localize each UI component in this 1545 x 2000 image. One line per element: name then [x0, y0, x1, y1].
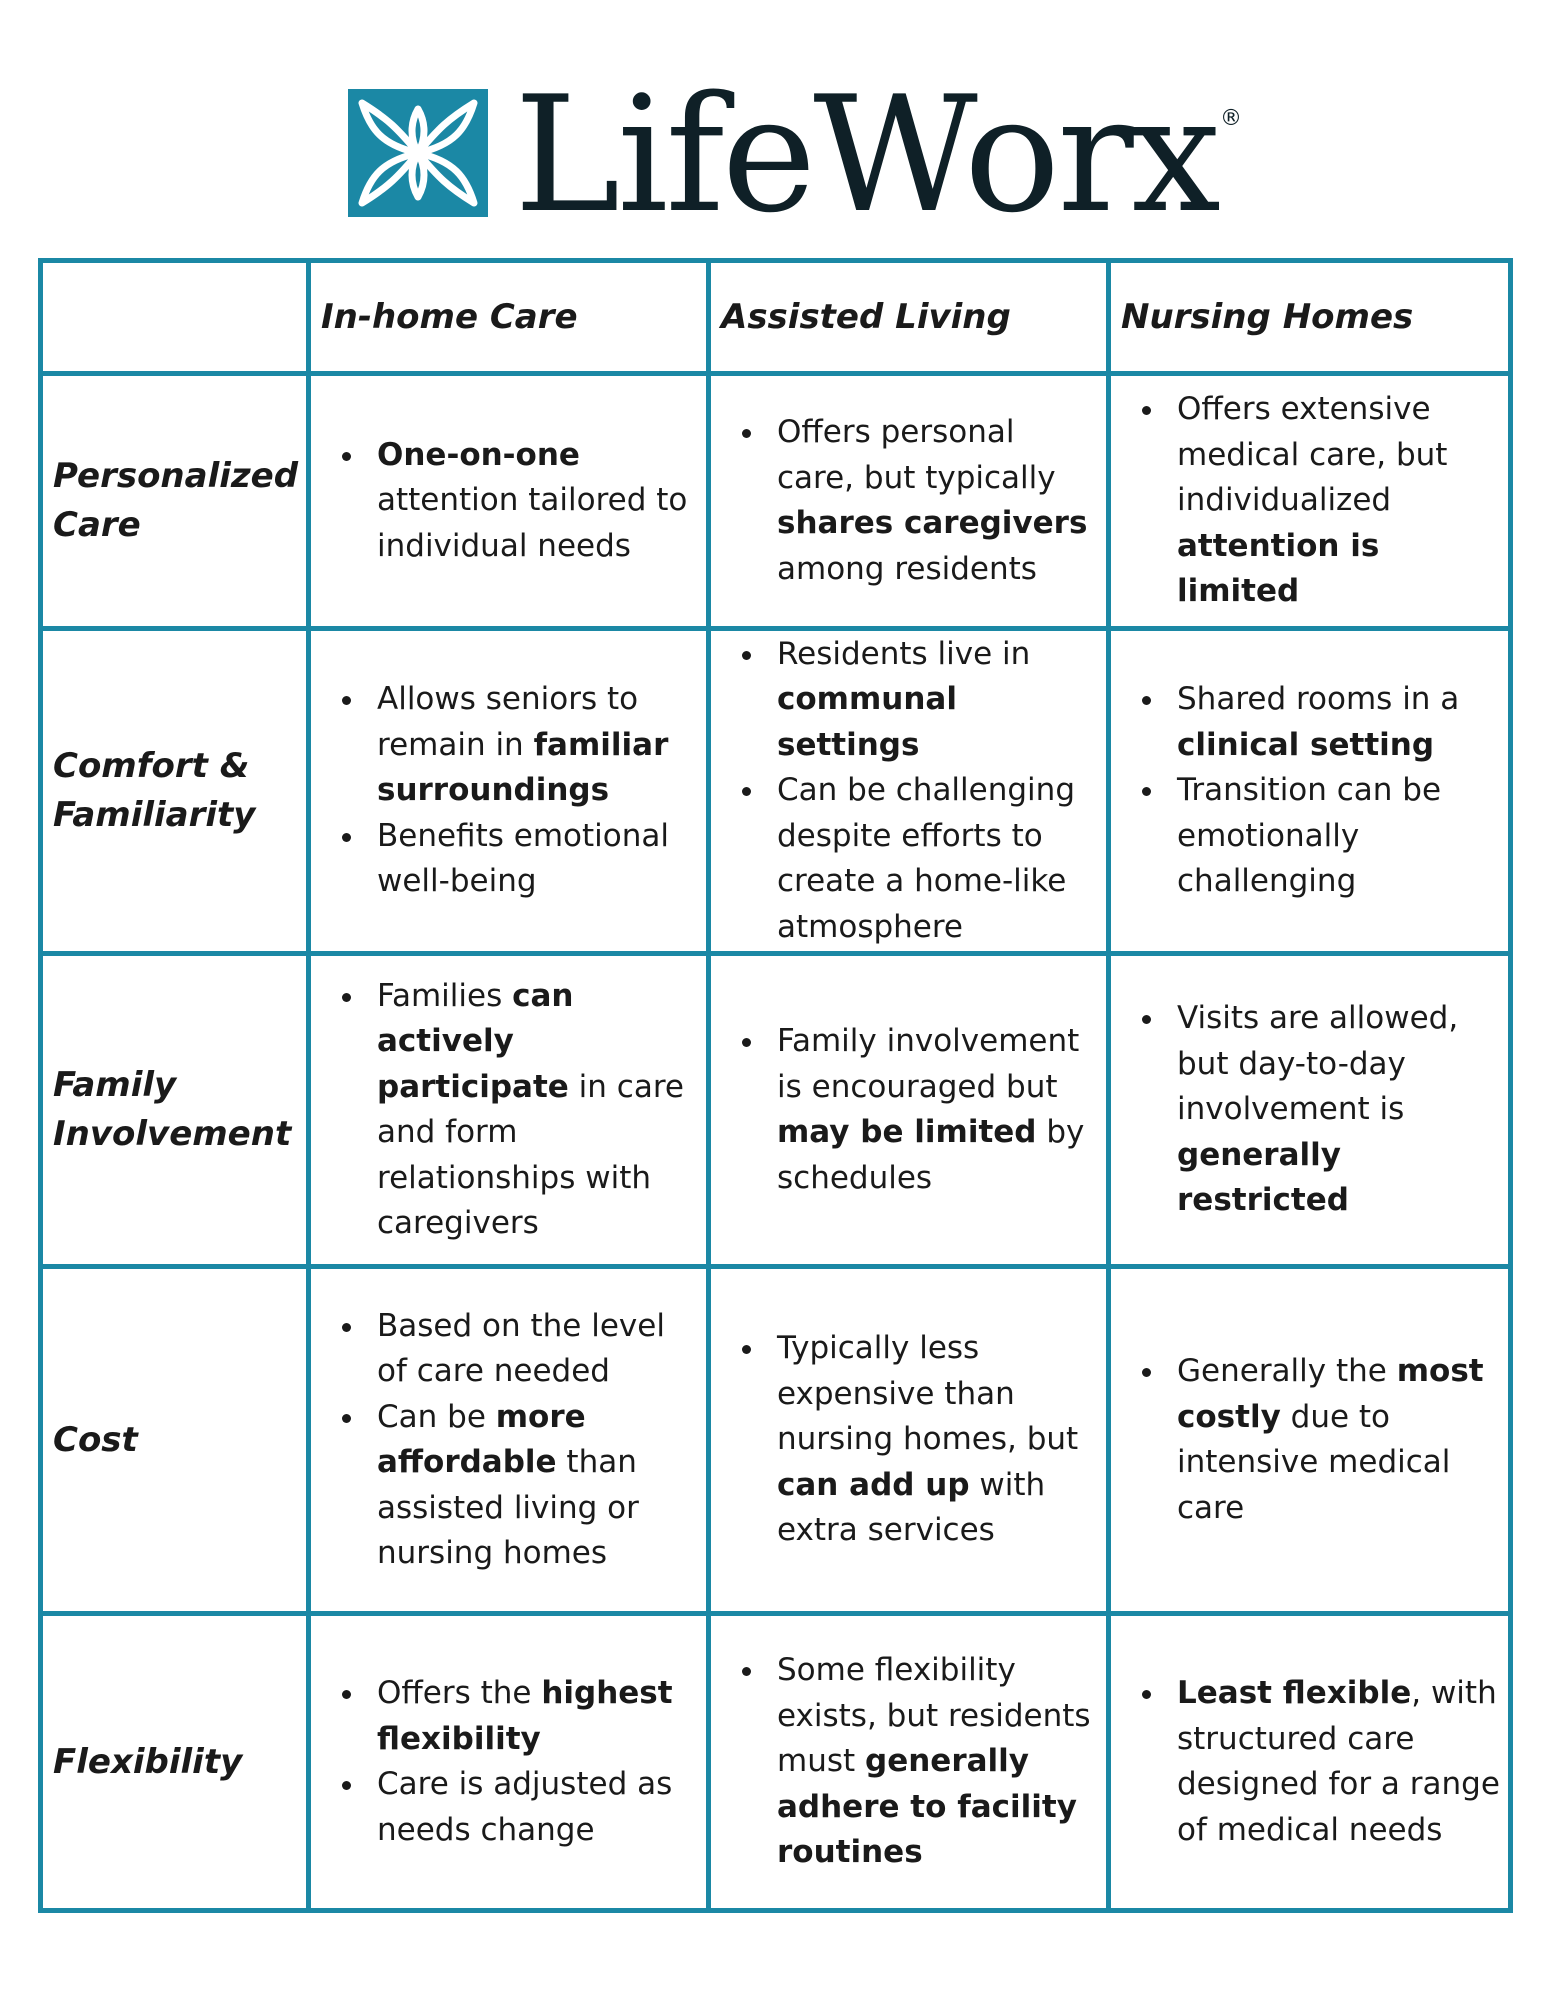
cell-in-home-care — [309, 1267, 709, 1614]
care-comparison-table — [38, 258, 1513, 1913]
bullet-emphasis: attention is limited — [1177, 527, 1380, 610]
bullet-list — [311, 1304, 706, 1577]
bullet-item — [777, 1326, 1098, 1554]
bullet-item — [1177, 1349, 1500, 1531]
cell-nursing-homes — [1109, 374, 1511, 629]
bullet-list — [711, 1648, 1106, 1876]
table-row — [41, 629, 1511, 954]
bullet-text: Shared rooms in a — [1177, 681, 1460, 718]
cell-in-home-care — [309, 374, 709, 629]
cell-nursing-homes — [1109, 954, 1511, 1267]
bullet-item — [1177, 677, 1500, 768]
bullet-text: Generally the — [1177, 1353, 1397, 1389]
bullet-emphasis: familiar surroundings — [377, 726, 669, 809]
bullet-item — [777, 1648, 1098, 1876]
bullet-item — [377, 1304, 698, 1395]
bullet-text: Typically less expensive than nursing homes, but — [777, 1330, 1079, 1458]
bullet-item — [1177, 387, 1500, 615]
cell-in-home-care — [309, 1614, 709, 1911]
column-header-in-home-care: In-home Care — [309, 261, 709, 374]
cell-in-home-care — [309, 629, 709, 954]
bullet-item — [777, 768, 1098, 950]
bullet-item — [1177, 996, 1500, 1224]
table-row — [41, 954, 1511, 1267]
bullet-item — [377, 677, 698, 814]
bullet-list — [1111, 1349, 1508, 1531]
bullet-list — [1111, 1671, 1508, 1853]
bullet-list — [311, 974, 706, 1247]
table-row — [41, 1614, 1511, 1911]
bullet-item — [377, 433, 698, 570]
bullet-list — [311, 677, 706, 905]
cell-nursing-homes — [1109, 1614, 1511, 1911]
bullet-list — [311, 433, 706, 570]
bullet-text: by schedules — [777, 1114, 1085, 1196]
column-header-nursing-homes: Nursing Homes — [1109, 261, 1511, 374]
bullet-text: than assisted living or nursing homes — [377, 1444, 639, 1571]
cell-nursing-homes — [1109, 629, 1511, 954]
bullet-list — [311, 1671, 706, 1853]
bullet-emphasis: generally restricted — [1177, 1136, 1349, 1219]
bullet-text: Benefits emotional well-being — [377, 817, 669, 900]
bullet-item — [777, 1019, 1098, 1201]
bullet-text: Offers extensive medical care, but individualized — [1177, 391, 1448, 519]
cell-assisted-living — [709, 954, 1109, 1267]
bullet-item — [377, 1671, 698, 1762]
bullet-item — [777, 632, 1098, 769]
bullet-text: Offers personal care, but typically — [777, 414, 1056, 496]
bullet-list — [711, 410, 1106, 592]
bullet-text: Offers the — [377, 1675, 542, 1711]
bullet-text: among residents — [777, 550, 1037, 587]
bullet-item — [777, 410, 1098, 592]
bullet-text: Allows seniors to remain in — [377, 681, 639, 763]
bullet-emphasis: One-on-one — [377, 436, 580, 473]
bullet-list — [1111, 996, 1508, 1224]
bullet-list — [711, 632, 1106, 951]
bullet-text: Care is adjusted as needs change — [377, 1766, 673, 1848]
bullet-list — [1111, 387, 1508, 615]
flower-logo-icon — [348, 89, 488, 217]
cell-in-home-care — [309, 954, 709, 1267]
column-header-empty — [41, 261, 309, 374]
brand-logo — [348, 61, 1242, 248]
table-row — [41, 1267, 1511, 1614]
bullet-text: due to intensive medical care — [1177, 1398, 1451, 1526]
bullet-text: Family involvement is encouraged but — [777, 1023, 1080, 1105]
column-header-assisted-living: Assisted Living — [709, 261, 1109, 374]
bullet-item — [1177, 768, 1500, 905]
bullet-text: Some flexibility exists, but residents must — [777, 1652, 1091, 1780]
bullet-emphasis: generally adhere to facility routines — [777, 1743, 1077, 1871]
bullet-emphasis: shares caregivers — [777, 505, 1088, 541]
bullet-list — [711, 1326, 1106, 1554]
bullet-emphasis: can add up — [777, 1466, 970, 1503]
bullet-text: with extra services — [777, 1466, 1046, 1549]
registered-mark: ® — [1219, 106, 1242, 131]
bullet-emphasis: highest flexibility — [377, 1675, 673, 1757]
bullet-text: Transition can be emotionally challenging — [1177, 772, 1442, 900]
table-header-row — [41, 261, 1511, 374]
row-header-personalized-care: Personalized Care — [41, 374, 309, 629]
bullet-text: Can be — [377, 1398, 496, 1435]
cell-nursing-homes — [1109, 1267, 1511, 1614]
row-header-family-involvement: Family Involvement — [41, 954, 309, 1267]
bullet-emphasis: most costly — [1177, 1353, 1484, 1435]
bullet-item — [377, 1395, 698, 1577]
cell-assisted-living — [709, 1614, 1109, 1911]
bullet-text: attention tailored to individual needs — [377, 482, 688, 564]
bullet-text: in care and form relationships with caregivers — [377, 1068, 684, 1241]
bullet-text: Can be challenging despite efforts to create a home-like atmosphere — [777, 772, 1075, 945]
bullet-item — [1177, 1671, 1500, 1853]
bullet-item — [377, 814, 698, 905]
bullet-list — [711, 1019, 1106, 1201]
table-row — [41, 374, 1511, 629]
cell-assisted-living — [709, 1267, 1109, 1614]
row-header-cost: Cost — [41, 1267, 309, 1614]
bullet-text: Visits are allowed, but day-to-day involvement is — [1177, 1000, 1459, 1128]
bullet-text: , with structured care designed for a range of medical needs — [1177, 1675, 1500, 1848]
bullet-emphasis: communal settings — [777, 681, 957, 763]
bullet-text: Based on the level of care needed — [377, 1307, 665, 1389]
bullet-list — [1111, 677, 1508, 905]
row-header-comfort-familiarity: Comfort & Familiarity — [41, 629, 309, 954]
bullet-emphasis: more affordable — [377, 1398, 586, 1480]
bullet-item — [377, 974, 698, 1247]
cell-assisted-living — [709, 374, 1109, 629]
brand-name: LifeWorx — [514, 61, 1218, 248]
bullet-emphasis: Least flexible — [1177, 1675, 1412, 1711]
bullet-text: Families — [377, 977, 513, 1014]
bullet-emphasis: clinical setting — [1177, 726, 1435, 763]
cell-assisted-living — [709, 629, 1109, 954]
row-header-flexibility: Flexibility — [41, 1614, 309, 1911]
bullet-text: Residents live in — [777, 635, 1031, 672]
bullet-item — [377, 1762, 698, 1853]
bullet-emphasis: can actively participate — [377, 977, 574, 1105]
bullet-emphasis: may be limited — [777, 1114, 1037, 1150]
